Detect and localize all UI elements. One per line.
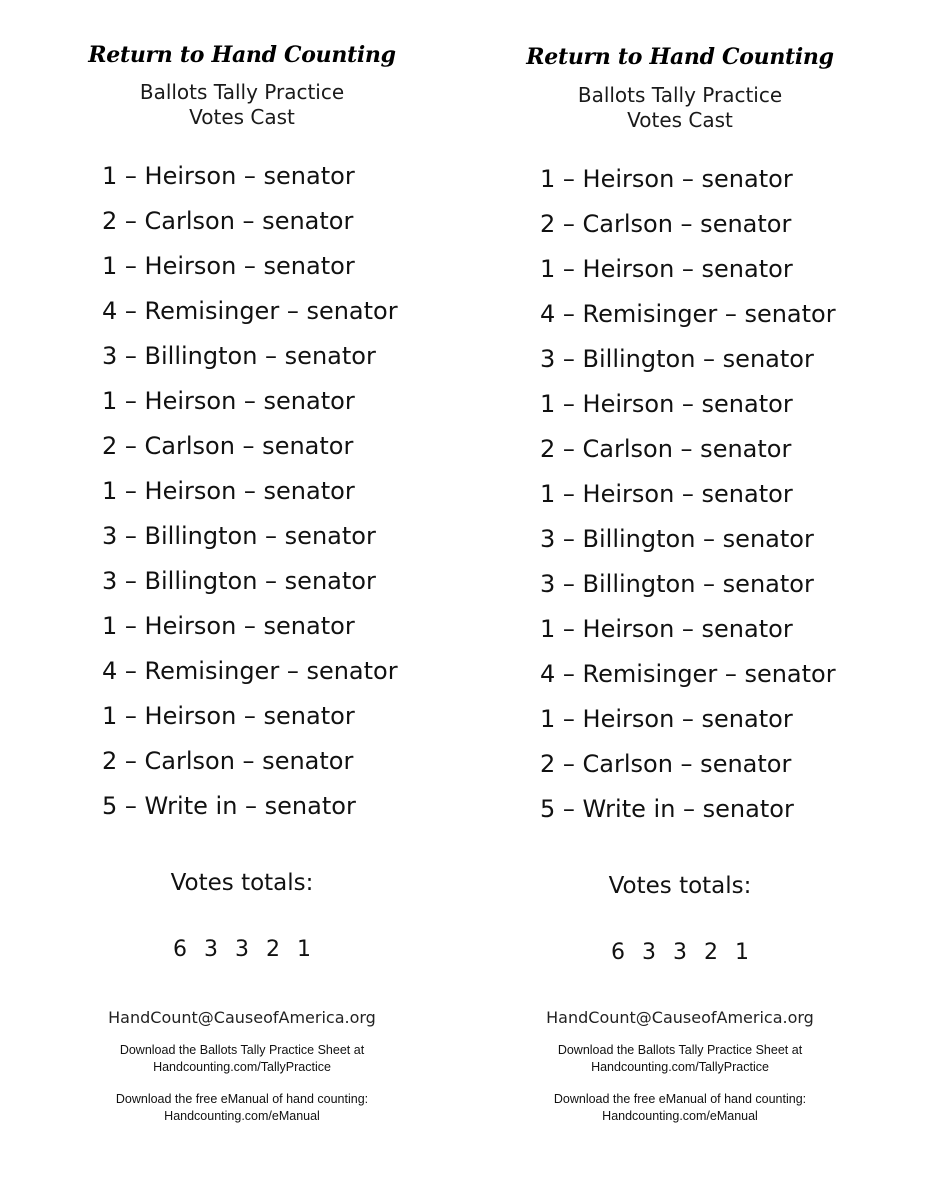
total-value: 1 — [735, 940, 749, 965]
brand-title: Return to Hand Counting — [88, 42, 396, 68]
sheet-subtitle: Votes Cast — [189, 105, 295, 129]
ballot-row: 1 – Heirson – senator — [102, 702, 355, 730]
totals-values — [22, 937, 462, 962]
ballot-row: 1 – Heirson – senator — [102, 252, 355, 280]
total-value: 3 — [235, 937, 249, 962]
total-value: 3 — [673, 940, 687, 965]
ballot-row: 4 – Remisinger – senator — [540, 660, 836, 688]
contact-email: HandCount@CauseofAmerica.org — [546, 1008, 814, 1027]
ballot-row: 1 – Heirson – senator — [540, 255, 793, 283]
ballot-list — [540, 157, 836, 832]
download-sheet-line1: Download the Ballots Tally Practice Sheet at — [119, 1043, 365, 1057]
ballot-row: 3 – Billington – senator — [102, 342, 376, 370]
ballot-row: 1 – Heirson – senator — [102, 162, 355, 190]
ballot-row: 3 – Billington – senator — [102, 567, 376, 595]
brand-title: Return to Hand Counting — [526, 44, 834, 70]
ballot-row: 4 – Remisinger – senator — [102, 297, 398, 325]
ballot-row: 1 – Heirson – senator — [540, 390, 793, 418]
sheet-title: Ballots Tally Practice — [577, 83, 783, 107]
total-value: 6 — [611, 940, 625, 965]
ballot-row: 3 – Billington – senator — [102, 522, 376, 550]
ballot-row: 1 – Heirson – senator — [540, 480, 793, 508]
ballot-row: 1 – Heirson – senator — [540, 165, 793, 193]
download-manual-line1: Download the free eManual of hand counting: — [115, 1092, 369, 1106]
ballot-row: 3 – Billington – senator — [540, 570, 814, 598]
ballot-row: 2 – Carlson – senator — [540, 210, 792, 238]
tally-sheet-right — [460, 0, 900, 1200]
total-value: 3 — [642, 940, 656, 965]
download-manual-line1: Download the free eManual of hand counting: — [553, 1092, 807, 1106]
totals-values — [460, 940, 900, 965]
ballot-row: 4 – Remisinger – senator — [102, 657, 398, 685]
download-manual-link: Handcounting.com/eManual — [602, 1109, 758, 1123]
ballot-row: 3 – Billington – senator — [540, 345, 814, 373]
ballot-list — [102, 154, 398, 829]
contact-email: HandCount@CauseofAmerica.org — [108, 1008, 376, 1027]
ballot-row: 1 – Heirson – senator — [102, 477, 355, 505]
sheet-title: Ballots Tally Practice — [139, 80, 345, 104]
download-manual-link: Handcounting.com/eManual — [164, 1109, 320, 1123]
totals-label: Votes totals: — [170, 870, 314, 896]
ballot-row: 1 – Heirson – senator — [102, 387, 355, 415]
ballot-row: 1 – Heirson – senator — [540, 705, 793, 733]
download-sheet-link: Handcounting.com/TallyPractice — [591, 1060, 769, 1074]
download-sheet-link: Handcounting.com/TallyPractice — [153, 1060, 331, 1074]
total-value: 6 — [173, 937, 187, 962]
ballot-row: 3 – Billington – senator — [540, 525, 814, 553]
ballot-row: 1 – Heirson – senator — [540, 615, 793, 643]
total-value: 2 — [704, 940, 718, 965]
sheet-subtitle: Votes Cast — [627, 108, 733, 132]
ballot-row: 2 – Carlson – senator — [102, 207, 354, 235]
ballot-row: 1 – Heirson – senator — [102, 612, 355, 640]
ballot-row: 2 – Carlson – senator — [102, 432, 354, 460]
total-value: 3 — [204, 937, 218, 962]
totals-label: Votes totals: — [608, 873, 752, 899]
download-sheet-line1: Download the Ballots Tally Practice Sheet at — [557, 1043, 803, 1057]
ballot-row: 4 – Remisinger – senator — [540, 300, 836, 328]
total-value: 2 — [266, 937, 280, 962]
ballot-row: 2 – Carlson – senator — [540, 435, 792, 463]
ballot-row: 2 – Carlson – senator — [540, 750, 792, 778]
total-value: 1 — [297, 937, 311, 962]
ballot-row: 2 – Carlson – senator — [102, 747, 354, 775]
ballot-row: 5 – Write in – senator — [102, 792, 356, 820]
tally-sheet-left — [22, 0, 462, 1200]
ballot-row: 5 – Write in – senator — [540, 795, 794, 823]
